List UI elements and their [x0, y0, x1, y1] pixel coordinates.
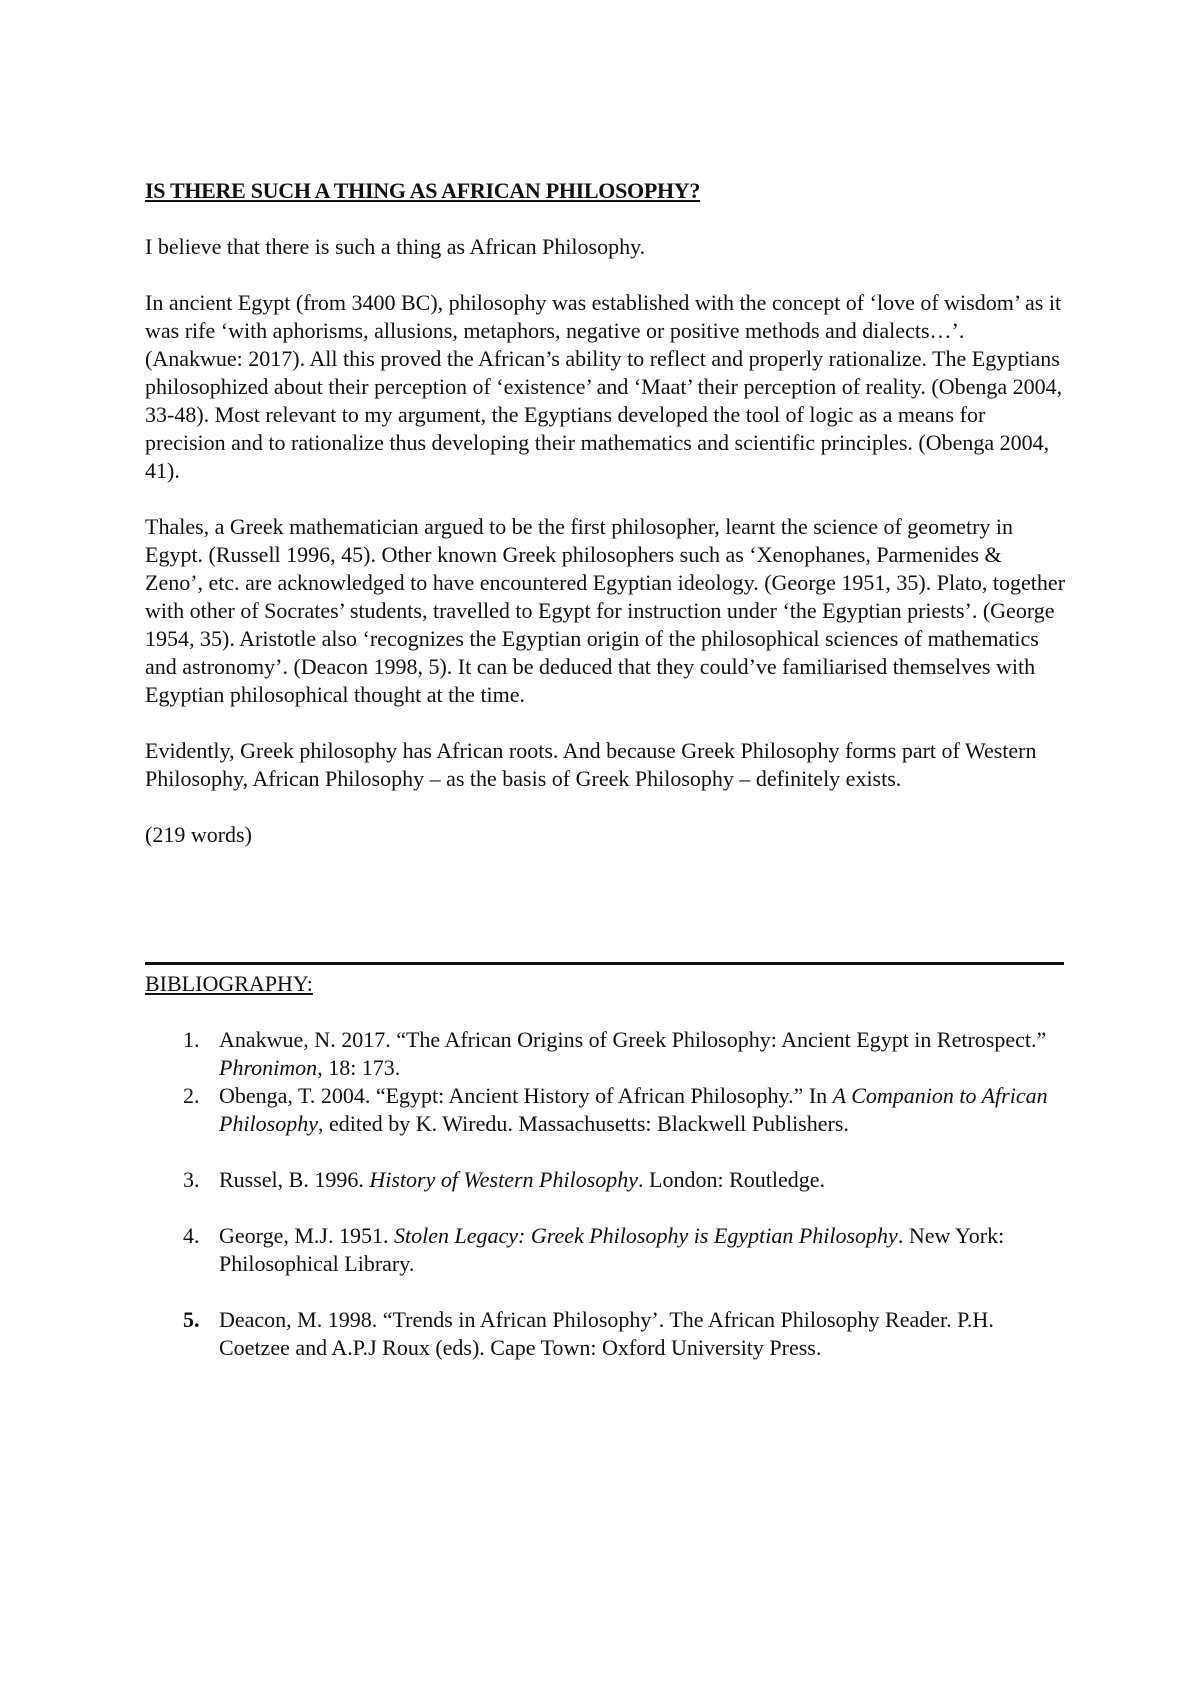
entry-text: Anakwue, N. 2017. “The African Origins of Greek Philosophy: Ancient Egypt in Retrospect.” [219, 1027, 1047, 1052]
bibliography-list [145, 1026, 1065, 1362]
bibliography-heading: BIBLIOGRAPHY: [145, 971, 313, 996]
bibliography-entry [145, 1306, 1065, 1362]
entry-number: 1. [183, 1027, 200, 1052]
entry-number: 4. [183, 1223, 200, 1248]
bibliography-entry [145, 1222, 1065, 1278]
entry-number: 5. [183, 1307, 200, 1332]
entry-title-italic: Stolen Legacy: Greek Philosophy is Egyptian Philosophy [393, 1223, 898, 1248]
paragraph-conclusion: Evidently, Greek philosophy has African roots. And because Greek Philosophy forms part of Western Philosophy, African Philosophy – as the basis of Greek Philosophy – definitely exists. [145, 738, 1037, 791]
paragraph-greeks: Thales, a Greek mathematician argued to be the first philosopher, learnt the science of geometry in Egypt. (Russell 1996, 45). Other known Greek philosophers such as ‘Xenophanes, Parmenides & Zeno’, etc. are acknowledged to have encountered Egyptian ideology. (George 1951, 35). Plato, together with other of Socrates’ students, travelled to Egypt for instruction under ‘the Egyptian priests’. (George 1954, 35). Aristotle also ‘recognizes the Egyptian origin of the philosophical sciences of mathematics and astronomy’. (Deacon 1998, 5). It can be deduced that they could’ve familiarised themselves with Egyptian philosophical thought at the time. [145, 514, 1066, 707]
entry-text: Russel, B. 1996. [219, 1167, 370, 1192]
word-count: (219 words) [145, 822, 252, 847]
entry-text: George, M.J. 1951. [219, 1223, 394, 1248]
entry-number: 3. [183, 1167, 200, 1192]
paragraph-thesis: I believe that there is such a thing as African Philosophy. [145, 234, 646, 259]
essay-body [145, 177, 1065, 849]
entry-text: Obenga, T. 2004. “Egypt: Ancient History of African Philosophy.” In [219, 1083, 833, 1108]
entry-number: 2. [183, 1083, 200, 1108]
bibliography-entry [145, 1026, 1065, 1082]
entry-text: Deacon, M. 1998. “Trends in African Philosophy’. The African Philosophy Reader. P.H. Coetzee and A.P.J Roux (eds). Cape Town: Oxford University Press. [219, 1307, 994, 1360]
entry-text-end: . London: Routledge. [638, 1167, 826, 1192]
entry-title-italic: History of Western Philosophy [369, 1167, 639, 1192]
bibliography-entry [145, 1166, 1065, 1194]
entry-text-end: , edited by K. Wiredu. Massachusetts: Blackwell Publishers. [318, 1111, 849, 1136]
section-divider [145, 962, 1064, 965]
entry-text-end: , 18: 173. [317, 1055, 401, 1080]
entry-title-italic: Phronimon [219, 1055, 318, 1080]
entry-text-end: . New York: Philosophical Library. [219, 1223, 1005, 1276]
bibliography-entry [145, 1082, 1065, 1138]
entry-title-italic: A Companion to African Philosophy [219, 1083, 1048, 1136]
paragraph-egypt: In ancient Egypt (from 3400 BC), philosophy was established with the concept of ‘love of wisdom’ as it was rife ‘with aphorisms, allusions, metaphors, negative or positive methods and dialects…’. (Anakwue: 2017). All this proved the African’s ability to reflect and properly rationalize. The Egyptians philosophized about their perception of ‘existence’ and ‘Maat’ their perception of reality. (Obenga 2004, 33-48). Most relevant to my argument, the Egyptians developed the tool of logic as a means for precision and to rationalize thus developing their mathematics and scientific principles. (Obenga 2004, 41). [145, 290, 1063, 483]
bibliography-section [145, 970, 1065, 1362]
essay-title: IS THERE SUCH A THING AS AFRICAN PHILOSOPHY? [145, 178, 701, 203]
